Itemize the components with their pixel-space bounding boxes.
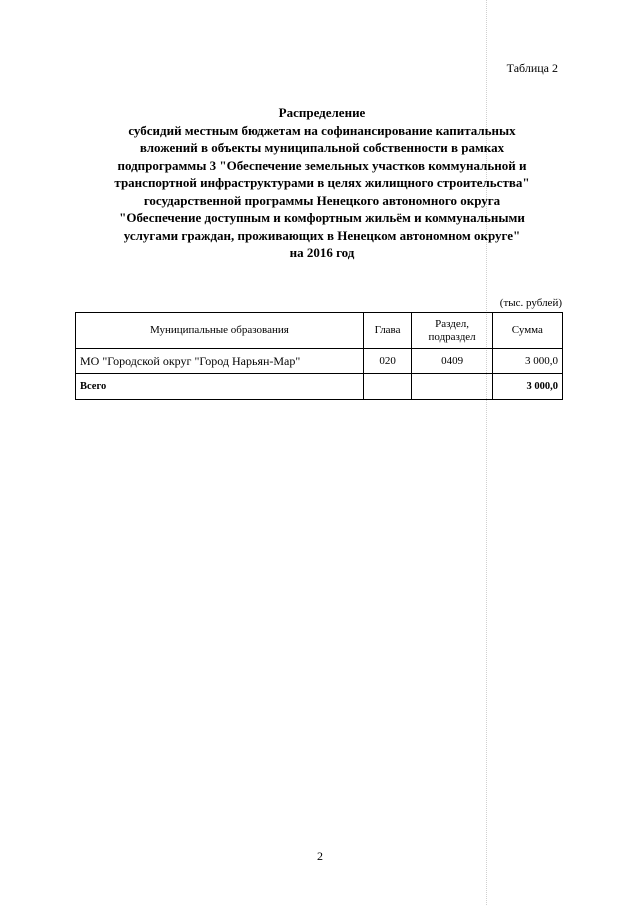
header-sum: Сумма: [492, 313, 562, 349]
title-line: подпрограммы 3 "Обеспечение земельных участков коммунальной и: [117, 157, 527, 173]
header-razdel: Раздел, подраздел: [412, 313, 492, 349]
title-line: на 2016 год: [289, 245, 355, 260]
cell-glava: 020: [363, 349, 412, 374]
title-line: Распределение: [278, 105, 366, 120]
title-line: субсидий местным бюджетам на софинансирование капитальных: [128, 122, 516, 138]
cell-razdel: 0409: [412, 349, 492, 374]
title-line: государственной программы Ненецкого автономного округа: [143, 192, 501, 208]
cell-municipality: МО "Городской округ "Город Нарьян-Мар": [76, 349, 364, 374]
table-row: [76, 349, 563, 374]
total-sum: 3 000,0: [492, 374, 562, 400]
title-line: "Обеспечение доступным и комфортным жильём и коммунальными: [119, 210, 525, 225]
total-razdel-empty: [412, 374, 492, 400]
table-header-row: [76, 313, 563, 349]
distribution-table: [75, 312, 563, 400]
header-glava: Глава: [363, 313, 412, 349]
units-label: (тыс. рублей): [499, 297, 562, 309]
page-number: 2: [317, 849, 323, 863]
document-title: [60, 104, 584, 262]
title-line: услугами граждан, проживающих в Ненецком автономном округе": [123, 227, 521, 243]
cell-sum: 3 000,0: [492, 349, 562, 374]
title-line: транспортной инфраструктурами в целях жилищного строительства": [114, 175, 530, 190]
table-label: Таблица 2: [506, 61, 558, 75]
title-line: вложений в объекты муниципальной собственности в рамках: [139, 140, 505, 155]
header-municipality: Муниципальные образования: [76, 313, 364, 349]
table-total-row: [76, 374, 563, 400]
total-glava-empty: [363, 374, 412, 400]
total-label: Всего: [76, 374, 364, 400]
